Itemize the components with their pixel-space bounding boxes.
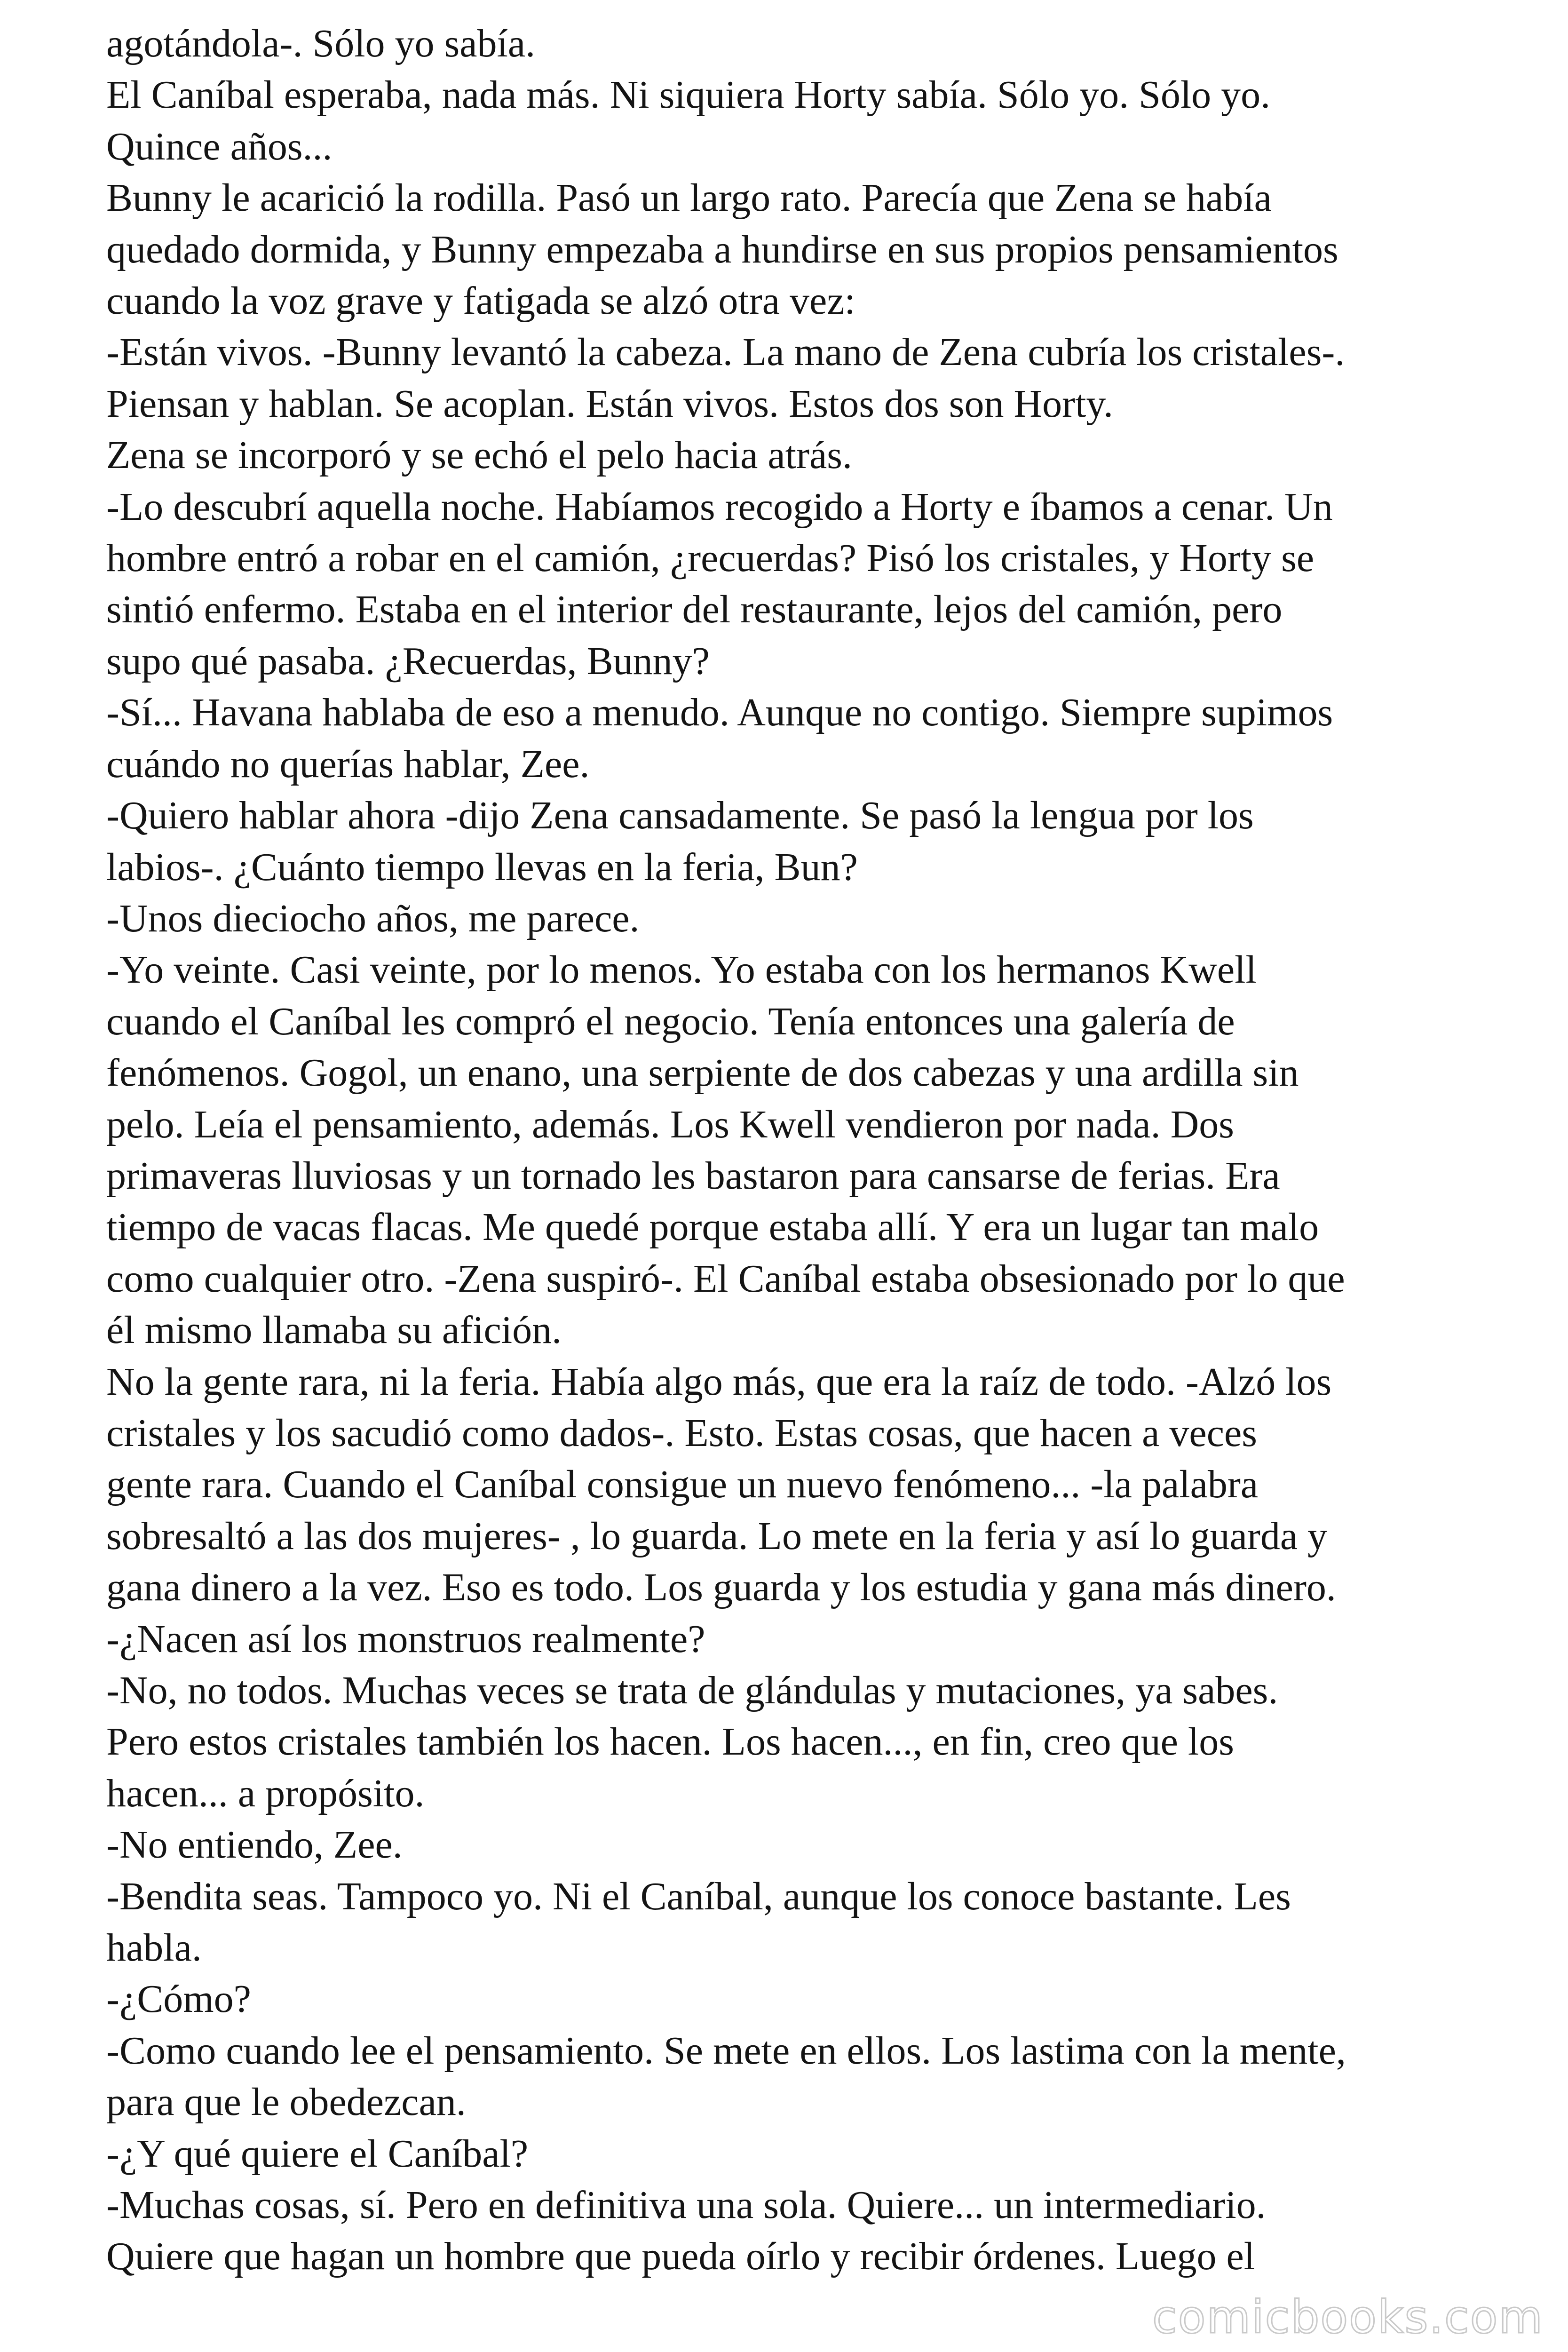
text-line: gana dinero a la vez. Eso es todo. Los guarda y los estudia y gana más dinero. xyxy=(106,1565,1336,1610)
text-line: pelo. Leía el pensamiento, además. Los Kwell vendieron por nada. Dos xyxy=(106,1102,1234,1146)
text-line: -Bendita seas. Tampoco yo. Ni el Caníbal, aunque los conoce bastante. Les xyxy=(106,1874,1291,1918)
text-line: -Quiero hablar ahora -dijo Zena cansadamente. Se pasó la lengua por los xyxy=(106,794,1254,838)
text-line: sintió enfermo. Estaba en el interior del restaurante, lejos del camión, pero xyxy=(106,588,1283,632)
text-line: habla. xyxy=(106,1926,202,1970)
text-line: supo qué pasaba. ¿Recuerdas, Bunny? xyxy=(106,639,710,683)
text-line: -Sí... Havana hablaba de eso a menudo. Aunque no contigo. Siempre supimos xyxy=(106,691,1333,735)
text-line: -¿Y qué quiere el Caníbal? xyxy=(106,2131,529,2176)
text-line: -Muchas cosas, sí. Pero en definitiva una sola. Quiere... un intermediario. xyxy=(106,2183,1266,2227)
text-line: hacen... a propósito. xyxy=(106,1771,425,1815)
text-line: Piensan y hablan. Se acoplan. Están vivos. Estos dos son Horty. xyxy=(106,381,1113,426)
text-line: como cualquier otro. -Zena suspiró-. El Caníbal estaba obsesionado por lo que xyxy=(106,1256,1345,1301)
text-line: cuándo no querías hablar, Zee. xyxy=(106,742,590,786)
text-line: tiempo de vacas flacas. Me quedé porque estaba allí. Y era un lugar tan malo xyxy=(106,1205,1319,1249)
text-line: -¿Nacen así los monstruos realmente? xyxy=(106,1617,705,1661)
text-line: quedado dormida, y Bunny empezaba a hundirse en sus propios pensamientos xyxy=(106,227,1338,271)
watermark: comicbooks.com xyxy=(1152,2291,1544,2344)
text-line: gente rara. Cuando el Caníbal consigue un nuevo fenómeno... -la palabra xyxy=(106,1462,1259,1507)
text-line: agotándola-. Sólo yo sabía. xyxy=(106,22,536,65)
text-line: -No, no todos. Muchas veces se trata de glándulas y mutaciones, ya sabes. xyxy=(106,1669,1278,1712)
text-line: cuando la voz grave y fatigada se alzó otra vez: xyxy=(106,279,855,323)
text-line: Pero estos cristales también los hacen. Los hacen..., en fin, creo que los xyxy=(106,1720,1234,1764)
text-line: -Unos dieciocho años, me parece. xyxy=(106,896,640,940)
text-line: Zena se incorporó y se echó el pelo hacia atrás. xyxy=(106,433,852,477)
text-line: para que le obedezcan. xyxy=(106,2080,466,2124)
text-line: Quince años... xyxy=(106,124,333,168)
text-line: hombre entró a robar en el camión, ¿recuerdas? Pisó los cristales, y Horty se xyxy=(106,536,1315,580)
text-line: primaveras lluviosas y un tornado les bastaron para cansarse de ferias. Era xyxy=(106,1153,1280,1198)
text-line: -¿Cómo? xyxy=(106,1977,251,2021)
text-line: -Como cuando lee el pensamiento. Se mete en ellos. Los lastima con la mente, xyxy=(106,2028,1346,2073)
text-line: No la gente rara, ni la feria. Había algo más, que era la raíz de todo. -Alzó los xyxy=(106,1359,1332,1404)
text-line: sobresaltó a las dos mujeres- , lo guarda. Lo mete en la feria y así lo guarda y xyxy=(106,1514,1328,1558)
text-line: Bunny le acarició la rodilla. Pasó un largo rato. Parecía que Zena se había xyxy=(106,176,1272,220)
text-line: labios-. ¿Cuánto tiempo llevas en la feria, Bun? xyxy=(106,845,858,889)
text-line: cristales y los sacudió como dados-. Esto. Estas cosas, que hacen a veces xyxy=(106,1411,1257,1455)
text-line: él mismo llamaba su afición. xyxy=(106,1308,562,1352)
text-line: El Caníbal esperaba, nada más. Ni siquiera Horty sabía. Sólo yo. Sólo yo. xyxy=(106,73,1271,117)
text-line: -Están vivos. -Bunny levantó la cabeza. La mano de Zena cubría los cristales-. xyxy=(106,330,1345,374)
text-line: cuando el Caníbal les compró el negocio. Tenía entonces una galería de xyxy=(106,999,1235,1043)
text-line: -No entiendo, Zee. xyxy=(106,1823,403,1867)
text-line: -Yo veinte. Casi veinte, por lo menos. Yo estaba con los hermanos Kwell xyxy=(106,948,1257,992)
body-text xyxy=(106,18,1498,2282)
text-line: fenómenos. Gogol, un enano, una serpiente de dos cabezas y una ardilla sin xyxy=(106,1051,1299,1095)
text-line: Quiere que hagan un hombre que pueda oírlo y recibir órdenes. Luego el xyxy=(106,2234,1255,2279)
text-line: -Lo descubrí aquella noche. Habíamos recogido a Horty e íbamos a cenar. Un xyxy=(106,485,1333,529)
